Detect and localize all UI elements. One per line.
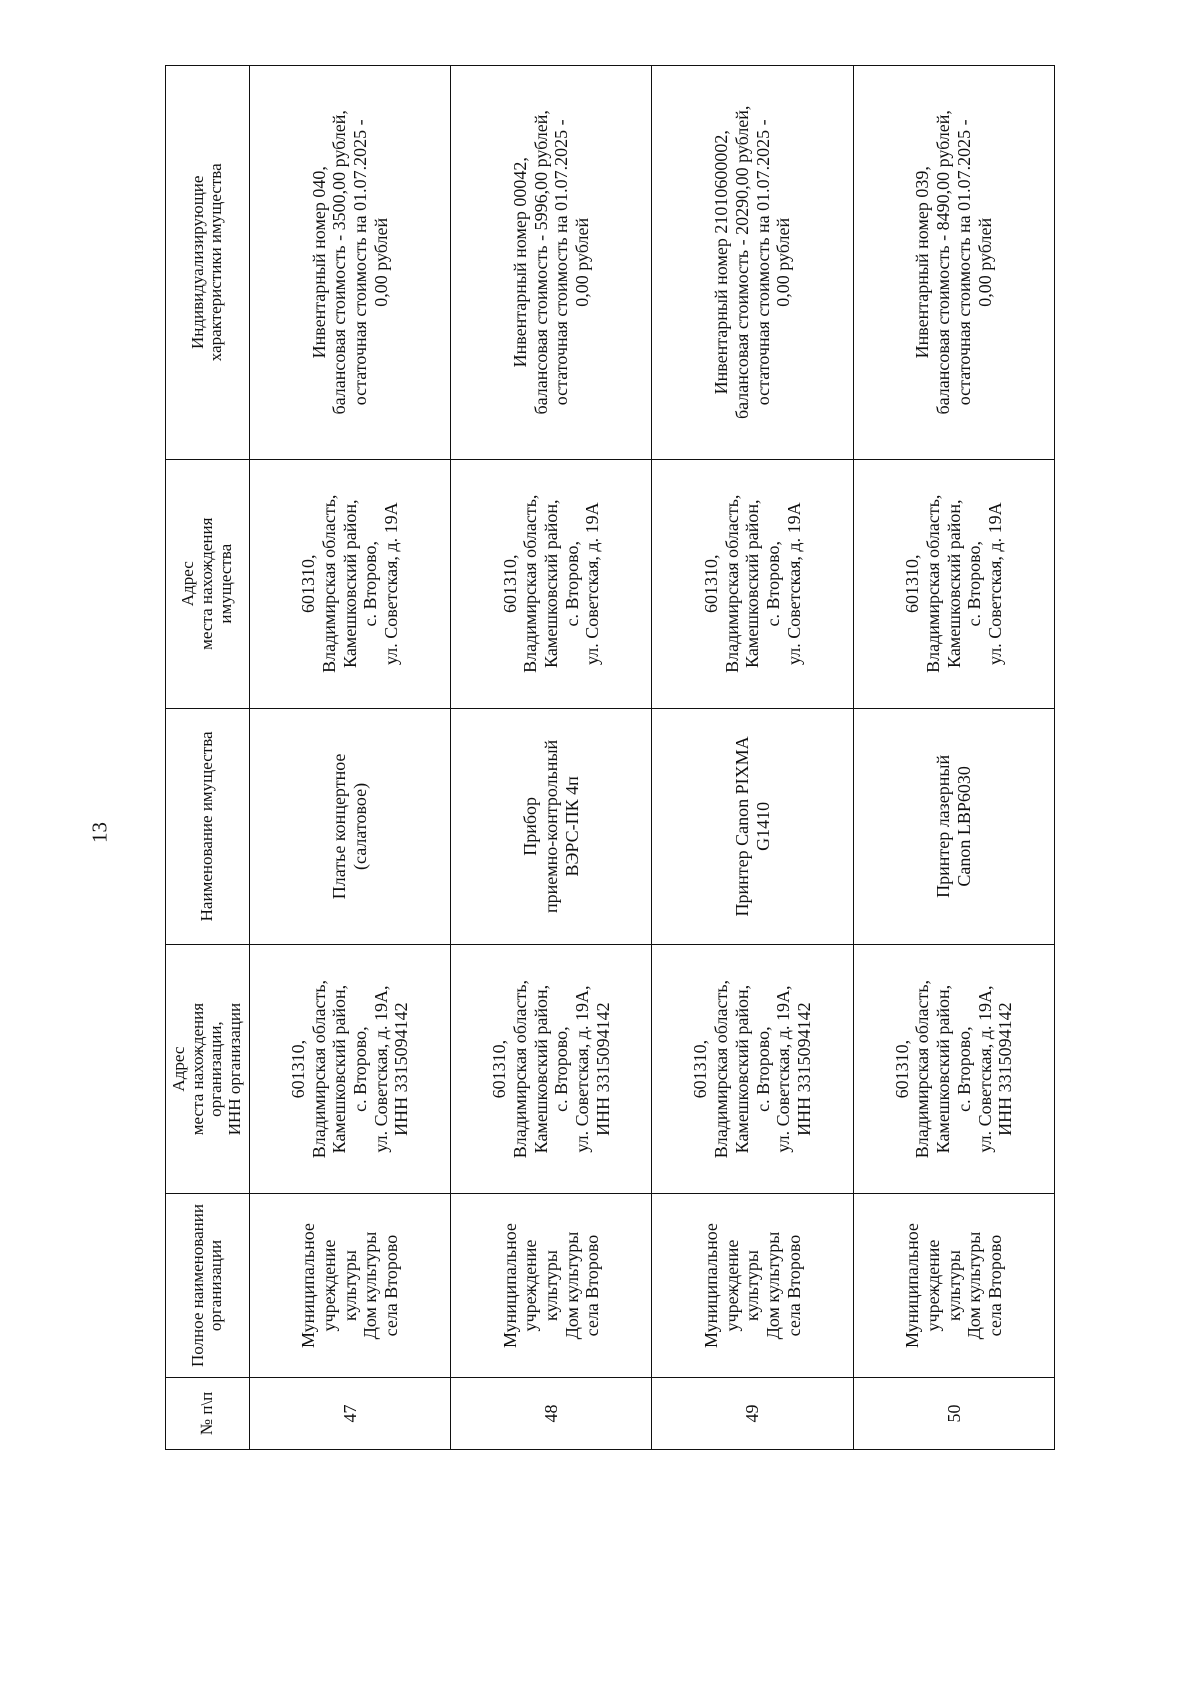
header-characteristics bbox=[166, 66, 250, 460]
text-line: села Второво bbox=[984, 1234, 1005, 1337]
text-line: 601310, bbox=[489, 1039, 510, 1099]
text-line: с. Второво, bbox=[561, 540, 582, 627]
text-line: с. Второво, bbox=[752, 1026, 773, 1112]
cell-org-name bbox=[652, 1194, 853, 1378]
table-row bbox=[652, 66, 853, 1450]
text-line: 0,00 рублей bbox=[773, 217, 794, 307]
text-line: Владимирская область, bbox=[711, 979, 732, 1159]
text-line: учреждение bbox=[721, 1239, 742, 1332]
text-line: учреждение bbox=[922, 1239, 943, 1332]
text-line: Инвентарный номер 039, bbox=[912, 166, 933, 359]
text-line: Владимирская область, bbox=[721, 494, 742, 673]
text-line: Дом культуры bbox=[762, 1231, 783, 1340]
table-header-row bbox=[166, 66, 250, 1450]
text-line: ИНН 3315094142 bbox=[391, 1002, 412, 1136]
text-line: Камешковский район, bbox=[943, 499, 964, 668]
text-line: ИНН 3315094142 bbox=[995, 1002, 1016, 1136]
text-line: с. Второво, bbox=[762, 540, 783, 627]
text-line: (салатовое) bbox=[349, 782, 370, 870]
text-line: с. Второво, bbox=[360, 540, 381, 627]
text-line: Камешковский район, bbox=[933, 984, 954, 1154]
header-property-address bbox=[166, 459, 250, 708]
cell-property-name bbox=[853, 708, 1054, 944]
text-line: Принтер Canon PIXMA bbox=[731, 736, 752, 917]
cell-characteristics bbox=[249, 66, 450, 460]
table-row bbox=[853, 66, 1054, 1450]
text-line: Инвентарный номер 040, bbox=[308, 166, 329, 359]
text-line: Дом культуры bbox=[964, 1231, 985, 1340]
text-line: 601310, bbox=[298, 554, 319, 613]
cell-org-name bbox=[249, 1194, 450, 1378]
text-line: Адрес bbox=[178, 561, 198, 607]
text-line: Дом культуры bbox=[561, 1231, 582, 1340]
table-row bbox=[249, 66, 450, 1450]
text-line: Владимирская область, bbox=[520, 494, 541, 673]
property-table-container bbox=[165, 65, 1055, 1450]
text-line: села Второво bbox=[783, 1234, 804, 1337]
text-line: 601310, bbox=[287, 1039, 308, 1099]
text-line: Камешковский район, bbox=[329, 984, 350, 1154]
text-line: с. Второво, bbox=[349, 1026, 370, 1112]
cell-property-address bbox=[652, 459, 853, 708]
text-line: остаточная стоимость на 01.07.2025 - bbox=[551, 119, 572, 406]
text-line: места нахождения bbox=[197, 517, 217, 650]
text-line: ул. Советская, д. 19А bbox=[783, 502, 804, 665]
text-line: Владимирская область, bbox=[318, 494, 339, 673]
text-line: Камешковский район, bbox=[339, 499, 360, 668]
text-line: Владимирская область, bbox=[308, 979, 329, 1159]
cell-num: 49 bbox=[652, 1377, 853, 1449]
text-line: Владимирская область, bbox=[912, 979, 933, 1159]
text-line: села Второво bbox=[582, 1234, 603, 1337]
text-line: Муниципальное bbox=[902, 1223, 923, 1348]
text-line: культуры bbox=[339, 1250, 360, 1321]
cell-property-address bbox=[451, 459, 652, 708]
cell-characteristics bbox=[853, 66, 1054, 460]
text-line: с. Второво, bbox=[964, 540, 985, 627]
text-line: Камешковский район, bbox=[530, 984, 551, 1154]
cell-org-address bbox=[451, 944, 652, 1193]
text-line: места нахождения bbox=[187, 1002, 207, 1136]
text-line: Адрес bbox=[169, 1046, 188, 1092]
text-line: Прибор bbox=[520, 797, 541, 856]
text-line: 601310, bbox=[902, 554, 923, 613]
text-line: 601310, bbox=[700, 554, 721, 613]
text-line: ул. Советская, д. 19А bbox=[380, 502, 401, 665]
header-num: № п\п bbox=[166, 1377, 250, 1449]
text-line: остаточная стоимость на 01.07.2025 - bbox=[953, 119, 974, 406]
text-line: с. Второво, bbox=[953, 1026, 974, 1112]
text-line: остаточная стоимость на 01.07.2025 - bbox=[752, 119, 773, 406]
text-line: ИНН 3315094142 bbox=[592, 1002, 613, 1136]
text-line: культуры bbox=[742, 1250, 763, 1321]
cell-property-address bbox=[853, 459, 1054, 708]
text-line: балансовая стоимость - 20290,00 рублей, bbox=[731, 105, 752, 419]
cell-org-address bbox=[853, 944, 1054, 1193]
text-line: ул. Советская, д. 19А, bbox=[974, 985, 995, 1153]
text-line: балансовая стоимость - 3500,00 рублей, bbox=[329, 110, 350, 415]
text-line: 601310, bbox=[690, 1039, 711, 1099]
text-line: Дом культуры bbox=[360, 1231, 381, 1340]
text-line: Камешковский район, bbox=[731, 984, 752, 1154]
text-line: Муниципальное bbox=[298, 1223, 319, 1348]
text-line: Инвентарный номер 21010600002, bbox=[711, 130, 732, 395]
text-line: балансовая стоимость - 5996,00 рублей, bbox=[530, 110, 551, 415]
text-line: 0,00 рублей bbox=[370, 217, 391, 307]
text-line: ВЭРС-ПК 4п bbox=[561, 776, 582, 877]
text-line: учреждение bbox=[520, 1239, 541, 1332]
text-line: ул. Советская, д. 19А, bbox=[773, 985, 794, 1153]
cell-num: 50 bbox=[853, 1377, 1054, 1449]
cell-org-address bbox=[652, 944, 853, 1193]
cell-characteristics bbox=[652, 66, 853, 460]
text-line: ул. Советская, д. 19А, bbox=[370, 985, 391, 1153]
text-line: характеристики имущества bbox=[206, 163, 226, 362]
table-body bbox=[249, 66, 1054, 1450]
text-line: Камешковский район, bbox=[742, 499, 763, 668]
text-line: ул. Советская, д. 19А bbox=[582, 502, 603, 665]
text-line: остаточная стоимость на 01.07.2025 - bbox=[349, 119, 370, 406]
text-line: Владимирская область, bbox=[509, 979, 530, 1159]
cell-num: 47 bbox=[249, 1377, 450, 1449]
cell-property-name bbox=[451, 708, 652, 944]
text-line: 0,00 рублей bbox=[571, 217, 592, 307]
page-number: 13 bbox=[87, 822, 112, 843]
text-line: балансовая стоимость - 8490,00 рублей, bbox=[933, 110, 954, 415]
text-line: Принтер лазерный bbox=[933, 754, 954, 898]
cell-org-address bbox=[249, 944, 450, 1193]
cell-property-name bbox=[249, 708, 450, 944]
text-line: 0,00 рублей bbox=[974, 217, 995, 307]
table-row bbox=[451, 66, 652, 1450]
text-line: 601310, bbox=[891, 1039, 912, 1099]
text-line: культуры bbox=[540, 1250, 561, 1321]
cell-property-address bbox=[249, 459, 450, 708]
text-line: Владимирская область, bbox=[922, 494, 943, 673]
text-line: Canon LBP6030 bbox=[953, 766, 974, 887]
text-line: с. Второво, bbox=[551, 1026, 572, 1112]
text-line: ИНН организации bbox=[225, 1002, 245, 1136]
property-table bbox=[165, 65, 1055, 1450]
text-line: Муниципальное bbox=[499, 1223, 520, 1348]
cell-org-name bbox=[451, 1194, 652, 1378]
text-line: ул. Советская, д. 19А bbox=[984, 502, 1005, 665]
text-line: Платье концертное bbox=[329, 753, 350, 900]
text-line: ИНН 3315094142 bbox=[793, 1002, 814, 1136]
text-line: 601310, bbox=[499, 554, 520, 613]
cell-org-name bbox=[853, 1194, 1054, 1378]
text-line: Индивидуализирующие bbox=[187, 175, 207, 350]
header-org-address bbox=[166, 944, 250, 1193]
text-line: организации, bbox=[206, 1021, 226, 1117]
text-line: села Второво bbox=[380, 1234, 401, 1337]
header-org-name: Полное наименовании организации bbox=[166, 1194, 250, 1378]
text-line: Муниципальное bbox=[700, 1223, 721, 1348]
cell-property-name bbox=[652, 708, 853, 944]
text-line: приемно-контрольный bbox=[540, 739, 561, 913]
text-line: Инвентарный номер 00042, bbox=[509, 157, 530, 368]
text-line: ул. Советская, д. 19А, bbox=[571, 985, 592, 1153]
text-line: имущества bbox=[215, 543, 235, 624]
text-line: G1410 bbox=[752, 801, 773, 851]
header-property-name: Наименование имущества bbox=[166, 708, 250, 944]
text-line: культуры bbox=[943, 1250, 964, 1321]
text-line: Камешковский район, bbox=[540, 499, 561, 668]
text-line: учреждение bbox=[318, 1239, 339, 1332]
cell-characteristics bbox=[451, 66, 652, 460]
cell-num: 48 bbox=[451, 1377, 652, 1449]
